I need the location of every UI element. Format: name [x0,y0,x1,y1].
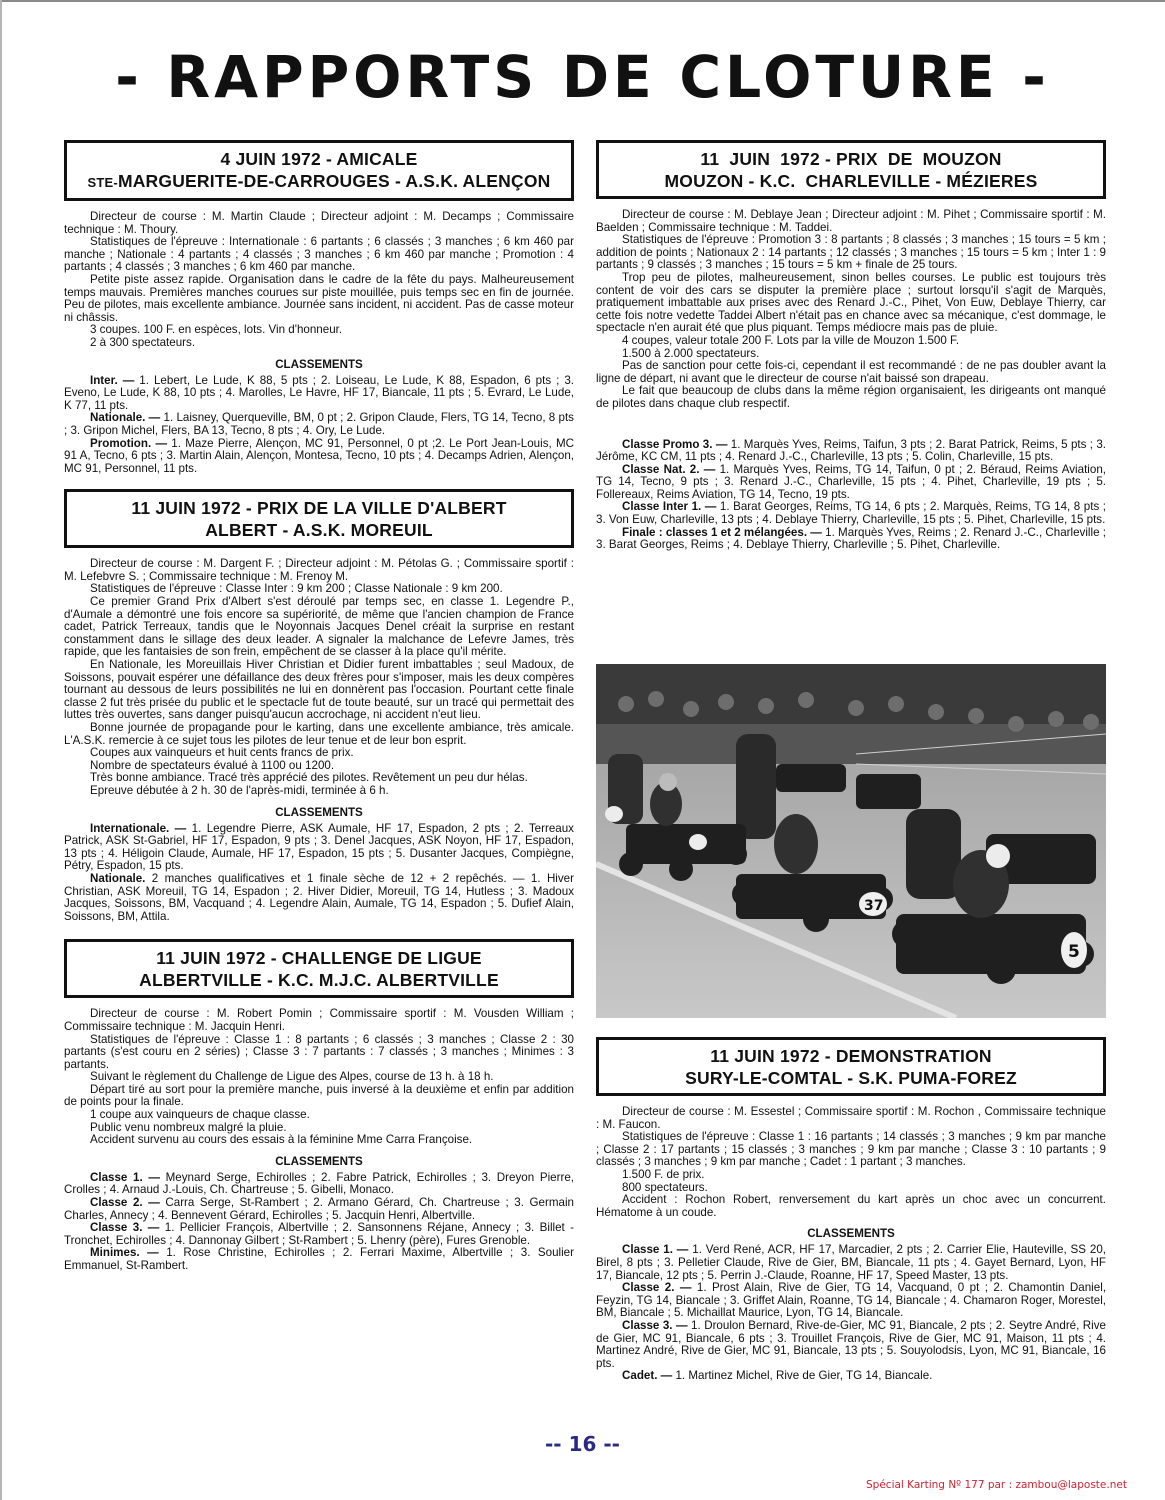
report-header-mouzon [596,140,1106,199]
classements-list [64,1172,574,1273]
classements-list [596,1244,1106,1383]
classement-entry: Classe Promo 3. — 1. Marquès Yves, Reims, Taifun, 3 pts ; 2. Barat Patrick, Reims, 5 pts ; 3. Jérôme, KC CM, 11 pts ; 4. Renard J.-C., Charleville, 13 pts ; 5. Colin, Charleville, 15 pts. [596,437,1106,464]
classement-entry: Internationale. — 1. Legendre Pierre, ASK Aumale, HF 17, Espadon, 2 pts ; 2. Terreaux Patrick, ASK St-Gabriel, HF 17, Espadon, 9 pts ; 3. Denel Jacques, ASK Noyon, HF 17, Espadon, 13 pts ; 4. Héligoin Claude, Aumale, HF 17, Espadon, 15 pts ; 5. Dusanter Jacques, Compiègne, Pétry, Espadon, 15 pts. [64,821,574,873]
svg-text:37: 37 [864,898,884,914]
classement-entry: Classe 2. — Carra Serge, St-Rambert ; 2. Armano Gérard, Ch. Chartreuse ; 3. Germain Charles, Annecy ; 4. Bennevent Gérard, Echirolles ; 5. Jacquin Henri, Albertville. [64,1196,574,1222]
right-column-lower [596,1037,1106,1383]
report-header-albert [64,489,574,548]
classement-entry: Promotion. — 1. Maze Pierre, Alençon, MC 91, Personnel, 0 pt ;2. Le Port Jean-Louis, MC 91 A, Tecno, 6 pts ; 3. Martin Alain, Alençon, Montesa, Tecno, 10 pts ; 4. Decamps Adrien, Alençon, MC 91, Personnel, 11 pts. [64,436,575,475]
classement-entry: Classe 2. — 1. Prost Alain, Rive de Gier, TG 14, Vacquand, 0 pt ; 2. Chamontin Daniel, Feyzin, TG 14, Biancale ; 3. Griffet Alain, Roanne, TG 14, Biancale ; 4. Chamaron Roger, Morestel, BM, Biancale ; 5. Michaillat Maurice, Lyon, TG 14, Biancale. [596,1281,1106,1320]
left-column [64,140,574,1273]
classement-entry: Classe 3. — 1. Droulon Bernard, Rive-de-Gier, MC 91, Biancale, 2 pts ; 2. Seytre André, Rive de Gier, MC 91, Biancale, 6 pts ; 3. Trouillet François, Rive de Gier, MC 91, Maison, 11 pts ; 4. Martinez André, Rive de Gier, MC 91, Biancale, 13 pts ; 5. Souyolodsis, Lyon, MC 91, Biancale, 16 pts. [596,1318,1107,1370]
classement-entry: Minimes. — 1. Rose Christine, Echirolles ; 2. Ferrari Maxime, Albertville ; 3. Soulier Emmanuel, St-Rambert. [64,1246,574,1272]
credit-line: Spécial Karting Nº 177 par : zambou@laposte.net [866,1479,1127,1491]
page-frame-top [0,0,1165,2]
classement-entry: Finale : classes 1 et 2 mélangées. — 1. Marquès Yves, Reims ; 2. Renard J.-C., Charleville ; 3. Barat Georges, Reims ; 4. Deblaye Thierry, Charleville ; 5. Pihet, Charleville. [596,525,1106,552]
classement-entry: Nationale. 2 manches qualificatives et 1 finale sèche de 12 + 2 repêchés. — 1. Hiver Christian, ASK Moreuil, TG 14, Espadon ; 2. Hiver Didier, Moreuil, TG 14, Hutless ; 3. Madoux Jacques, Soissons, BM, Vacquand ; 4. Legendre Alain, Aumale, TG 14, Espadon ; 5. Dufief Alain, Soissons, BM, Attila. [64,871,574,923]
classement-entry: Classe 1. — Meynard Serge, Echirolles ; 2. Fabre Patrick, Echirolles ; 3. Dreyon Pierre, Crolles ; 4. Arnaud J.-Louis, Ch. Chartreuse ; 5. Gibelli, Monaco. [64,1170,574,1197]
page-title: - RAPPORTS DE CLOTURE - [115,43,1050,111]
classement-entry: Nationale. — 1. Laisney, Querqueville, BM, 0 pt ; 2. Gripon Claude, Flers, TG 14, Tecno, 8 pts ; 3. Gripon Michel, Flers, BA 13, Tecno, 8 pts ; 4. Ory, Le Lude. [64,411,574,437]
report-date-title: 4 JUIN 1972 - AMICALE [220,149,418,169]
classements-list [64,375,574,476]
classements-heading: CLASSEMENTS [275,805,363,819]
report-body: Directeur de course : M. Robert Pomin ; Commissaire sportif : M. Vousden William ; Commissaire technique : M. Jacquin Henri. Statistiques de l'épreuve : Classe 1 : 8 partants ; 6 classés ; 3 manches ; Classe 2 : 30 partants (s'est couru en 2 séries) ; Classe 3 : 7 partants : 7 classés ; 3 manches ; Minimes : 3 partants. Suivant le règlement du Challenge de Ligue des Alpes, course de 13 h. à 18 h. Départ tiré au sort pour la première manche, puis inversé à la deuxième et enfin par addition de points pour la finale. 1 coupe aux vainqueurs de chaque classe. Public venu nombreux malgré la pluie. Accident survenu au cours des essais à la féminine Mme Carra Françoise. [64,1007,574,1147]
page-number: -- 16 -- [545,1432,620,1456]
report-header-sury [596,1037,1106,1096]
classements-list [64,823,574,924]
report-body: Directeur de course : M. Martin Claude ; Directeur adjoint : M. Decamps ; Commissaire technique : M. Thoury. Statistiques de l'épreuve : Internationale : 6 partants ; 6 classés ; 3 manches ; 6 km 460 par manche ; Nationale : 4 partants ; 4 classés ; 3 manches ; 6 km 460 par manche ; Promotion : 4 partants ; 4 classés ; 3 manches ; 6 km 460 par manche. Petite piste assez rapide. Organisation dans le cadre de la fête du pays. Malheureusement temps mauvais. Premières manches courues sur piste mouillée, puis temps sec en fin de journée. Peu de pilotes, mais excellente ambiance. Journée sans incident, ni accident. Pas de casse moteur ni châssis. 3 coupes. 100 F. en espèces, lots. Vin d'honneur. 2 à 300 spectateurs. [64,210,574,349]
report-albertville [64,939,574,1272]
report-location: STE-MARGUERITE-DE-CARROUGES - A.S.K. ALENÇON [87,171,551,191]
report-body: Directeur de course : M. Essestel ; Commissaire sportif : M. Rochon , Commissaire technique : M. Faucon. Statistiques de l'épreuve : Classe 1 : 16 partants ; 14 classés ; 3 manches ; 9 km par manche ; Classe 2 : 17 partants ; 15 classés ; 3 manches ; 9 km par manche ; Classe 3 : 10 partants ; 9 classés ; 3 manches ; 9 km par manche ; Cadet : 1 partant ; 3 manches. 1.500 F. de prix. 800 spectateurs. Accident : Rochon Robert, renversement du kart après un choc avec un concurrent. Hématome à un coude. [596,1105,1106,1219]
report-date-title: 11 JUIN 1972 - PRIX DE LA VILLE D'ALBERT [131,498,507,519]
report-body: Directeur de course : M. Deblaye Jean ; Directeur adjoint : M. Pihet ; Commissaire sportif : M. Baelden ; Commissaire technique : M. Taddei. Statistiques de l'épreuve : Promotion 3 : 8 partants ; 8 classés ; 3 manches ; 15 tours = 5 km ; addition de points ; Nationaux 2 : 14 partants ; 12 classés ; 3 manches ; 15 tours = 5 km ; Inter 1 : 9 partants ; 9 classés ; 3 manches ; 15 tours = 5 km + finale de 25 tours. Trop peu de pilotes, malheureusement, sinon belles courses. Le public est toujours très content de voir des cars se disputer la première place ; surtout lorsqu'il s'agit de Marquès, pratiquement imbattable aux prises avec des Renard J.-C., Pihet, Von Euw, Deblaye Thierry, car cette fois notre vedette Taddei Albert n'était pas en chance avec sa mécanique, c'est dommage, le spectacle n'en aurait été que plus piquant. Temps médiocre mais pas de pluie. 4 coupes, valeur totale 200 F. Lots par la ville de Mouzon 1.500 F. 1.500 à 2.000 spectateurs. Pas de sanction pour cette fois-ci, cependant il est recommandé : de ne pas doubler avant la ligne de départ, ni avant que le directeur de course n'ait baissé son drapeau. Le fait que beaucoup de clubs dans la même région organisaient, les dirigeants ont manqué de pilotes dans chaque club respectif. [596,208,1106,410]
svg-text:5: 5 [1068,942,1080,962]
right-column [596,140,1106,552]
report-header-alencon [64,140,574,201]
classement-entry: Cadet. — 1. Martinez Michel, Rive de Gier, TG 14, Biancale. [622,1369,933,1383]
classements-heading: CLASSEMENTS [275,357,363,371]
page-frame-left [0,0,2,1500]
report-date-title: 11 JUIN 1972 - PRIX DE MOUZON [700,149,1002,169]
report-location: ALBERT - A.S.K. MOREUIL [205,520,433,541]
report-location: ALBERTVILLE - K.C. M.J.C. ALBERTVILLE [139,970,499,991]
report-location: MOUZON - K.C. CHARLEVILLE - MÉZIERES [664,171,1038,191]
report-date-title: 11 JUIN 1972 - DEMONSTRATION [710,1046,992,1066]
report-header-albertville [64,939,574,998]
classement-entry: Classe 3. — 1. Pellicier François, Albertville ; 2. Sansonnens Réjane, Annecy ; 3. Billet - Tronchet, Echirolles ; 4. Dannonay Gilbert ; St-Rambert ; 5. Lhenry (père), Fures Grenoble. [64,1221,574,1247]
report-albert [64,489,574,923]
kart-race-image-icon [596,664,1106,1018]
classement-entry: Inter. — 1. Lebert, Le Lude, K 88, 5 pts ; 2. Loiseau, Le Lude, K 88, Espadon, 6 pts ; 3. Eveno, Le Lude, K 88, 10 pts ; 4. Marolles, Le Havre, HF 17, Biancale, 11 pts ; 5. Evrard, Le Lude, K 77, 11 pts. [64,373,574,412]
classements-list [596,439,1106,552]
report-location: SURY-LE-COMTAL - S.K. PUMA-FOREZ [685,1068,1017,1088]
karting-race-photo [596,664,1106,1018]
report-alencon [64,140,574,475]
report-sury [596,1037,1106,1383]
classement-entry: Classe Inter 1. — 1. Barat Georges, Reims, TG 14, 6 pts ; 2. Marquès, Reims, TG 14, 8 pts ; 3. Von Euw, Charleville, 13 pts ; 4. Deblaye Thierry, Charleville, 15 pts ; 5. Pihet, Charleville, 15 pts. [596,500,1106,527]
classements-heading: CLASSEMENTS [275,1154,363,1168]
report-date-title: 11 JUIN 1972 - CHALLENGE DE LIGUE [156,948,482,969]
classement-entry: Classe Nat. 2. — 1. Marquès Yves, Reims, TG 14, Taifun, 0 pt ; 2. Béraud, Reims Aviation, TG 14, Tecno, 9 pts ; 3. Renard J.-C., Charleville, 15 pts ; 4. Pihet, Charleville, 19 pts ; 5. Follereaux, Reims Aviation, TG 14, Tecno, 19 pts. [596,462,1106,501]
classement-entry: Classe 1. — 1. Verd René, ACR, HF 17, Marcadier, 2 pts ; 2. Carrier Elie, Hauteville, SS 20, Birel, 8 pts ; 3. Pelletier Claude, Rive de Gier, BM, Biancale, 11 pts ; 4. Gayet Bernard, Lyon, HF 17, Biancale, 12 pts ; 5. Perrin J.-Claude, Roanne, HF 17, Speed Master, 13 pts. [596,1243,1106,1282]
report-mouzon [596,140,1106,552]
classements-heading: CLASSEMENTS [807,1227,895,1241]
report-body: Directeur de course : M. Dargent F. ; Directeur adjoint : M. Pétolas G. ; Commissaire sportif : M. Lefebvre S. ; Commissaire technique : M. Frenoy M. Statistiques de l'épreuve : Classe Inter : 9 km 200 ; Classe Nationale : 9 km 200. Ce premier Grand Prix d'Albert s'est déroulé par temps sec, en classe 1. Legendre P., d'Aumale a démontré une fois encore sa supériorité, de même que l'ancien champion de France cadet, Patrick Terreaux, tandis que le Noyonnais Jacques Denel créait la surprise en restant constamment dans le sillage des deux leader. A signaler la malchance de Lefevre James, très rapide, que les fantaisies de son frein, empêchent de se classer à la place qu'il mérite. En Nationale, les Moreuillais Hiver Christian et Didier furent imbattables ; seul Madoux, de Soissons, pouvait espérer une défaillance des deux frères pour s'imposer, mais les deux compères tournant au dessous de leurs possibilités ne lui en donnèrent pas l'occasion. Pourtant cette finale classe 2 fut très prisée du public et le spectacle fut de toute beauté, sur un tracé qui permettait des luttes très ouvertes, sans danger puisqu'aucun accrochage, ni accident n'eut lieu. Bonne journée de propagande pour le karting, dans une excellente ambiance, très amicale. L'A.S.K. remercie à ce sujet tous les pilotes de leur tenue et de leur bon esprit. Coupes aux vainqueurs et huit cents francs de prix. Nombre de spectateurs évalué à 1100 ou 1200. Très bonne ambiance. Tracé très apprécié des pilotes. Revêtement un peu dur hélas. Epreuve débutée à 2 h. 30 de l'après-midi, terminée à 6 h. [64,557,574,797]
